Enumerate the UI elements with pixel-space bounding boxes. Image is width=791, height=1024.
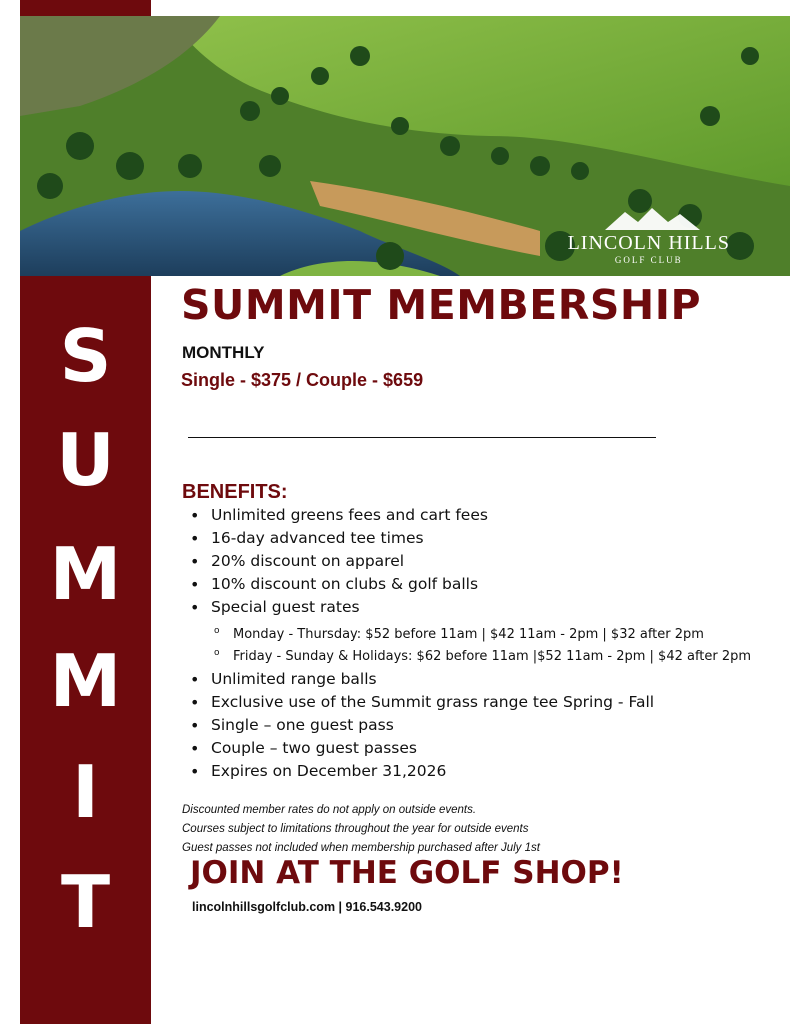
sidebar-letter: S [59,314,112,398]
sidebar-letter: T [60,860,111,944]
benefits-list-continued [190,668,654,783]
benefit-item: • 10% discount on clubs & golf balls [190,573,488,596]
guest-rate-item: o Friday - Sunday & Holidays: $62 before 11am |$52 11am - 2pm | $42 after 2pm [212,646,751,668]
hero-golf-course-image [20,16,790,276]
price-line: Single - $375 / Couple - $659 [181,370,424,390]
benefit-item: • Single – one guest pass [190,714,654,737]
benefits-list [190,504,488,619]
logo-subtitle: GOLF CLUB [614,255,683,265]
benefit-item: • Unlimited greens fees and cart fees [190,504,488,527]
benefit-item: • Special guest rates [190,596,488,619]
fine-print [182,801,540,858]
page-title: SUMMIT MEMBERSHIP [181,281,701,329]
logo-name: LINCOLN HILLS [567,232,730,254]
benefit-item: • 16-day advanced tee times [190,527,488,550]
benefit-item: • Couple – two guest passes [190,737,654,760]
benefit-item: • 20% discount on apparel [190,550,488,573]
sidebar-letter: M [49,532,122,616]
billing-period: MONTHLY [182,343,265,362]
benefits-heading: BENEFITS: [182,481,288,503]
benefit-item: • Exclusive use of the Summit grass range tee Spring - Fall [190,691,654,714]
club-logo [568,232,730,265]
call-to-action: JOIN AT THE GOLF SHOP! [190,855,624,891]
fine-print-line: Discounted member rates do not apply on outside events. [182,804,477,816]
sidebar-letter: I [72,750,99,834]
guest-rates-list [212,624,751,668]
benefit-item: • Expires on December 31,2026 [190,760,654,783]
fine-print-line: Courses subject to limitations throughout the year for outside events [182,823,529,835]
guest-rate-item: o Monday - Thursday: $52 before 11am | $42 11am - 2pm | $32 after 2pm [212,624,751,646]
divider [188,437,656,438]
benefit-item: • Unlimited range balls [190,668,654,691]
sidebar-letter: U [56,418,115,502]
contact-info: lincolnhillsgolfclub.com | 916.543.9200 [192,900,422,914]
sidebar-letter: M [49,639,122,723]
fine-print-line: Guest passes not included when membership purchased after July 1st [182,842,540,854]
